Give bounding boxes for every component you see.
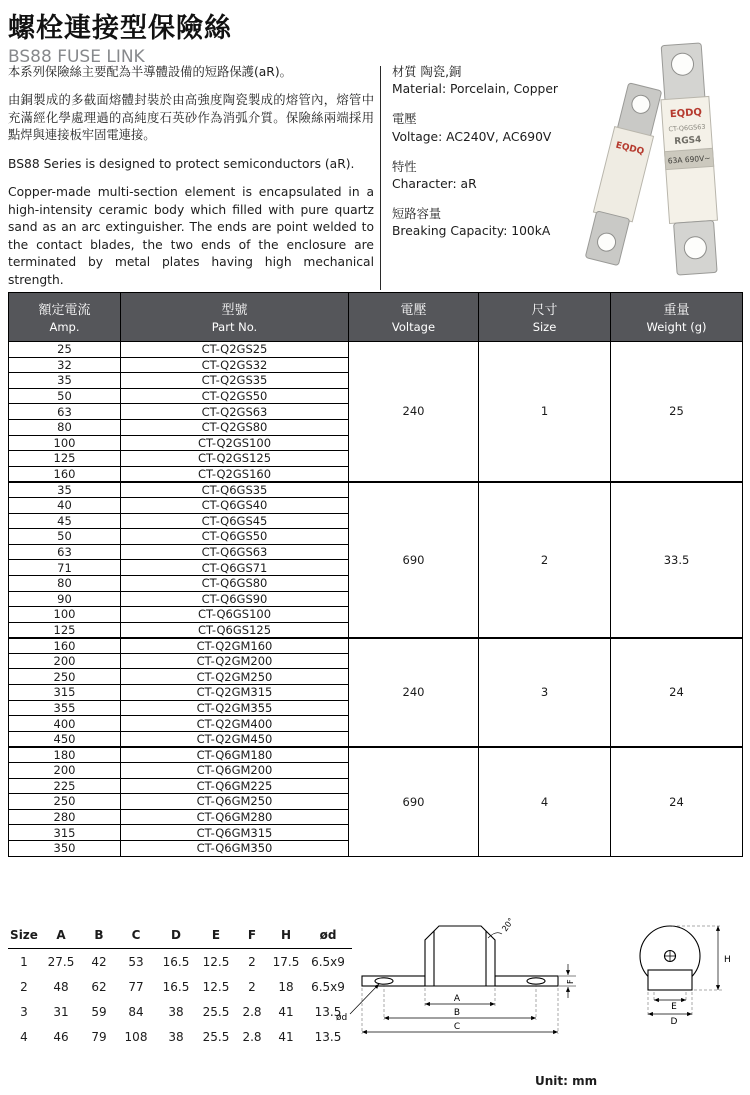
dim-header-cell: B	[82, 926, 116, 949]
header-part-no-en: Part No.	[211, 320, 258, 334]
dim-header-cell: A	[40, 926, 82, 949]
amp-cell: 350	[9, 841, 121, 857]
part-no-cell: CT-Q6GM225	[121, 778, 349, 794]
dim-cell: 1	[20, 954, 28, 969]
amp-cell: 200	[9, 653, 121, 669]
amp-cell: 50	[9, 529, 121, 545]
dim-cell: 38	[168, 1029, 184, 1044]
dim-cell: 42	[91, 954, 107, 969]
dim-header-cell: D	[156, 926, 196, 949]
part-no-cell: CT-Q6GM350	[121, 841, 349, 857]
description-section	[8, 64, 374, 300]
dimension-table-section	[8, 926, 352, 1049]
dim-cell: 27.5	[47, 954, 75, 969]
main-table-body	[9, 342, 743, 857]
amp-cell: 63	[9, 544, 121, 560]
part-no-cell: CT-Q6GS63	[121, 544, 349, 560]
amp-cell: 90	[9, 591, 121, 607]
voltage-cell: 690	[349, 482, 479, 638]
part-no-cell: CT-Q2GS125	[121, 451, 349, 467]
dimension-table	[8, 926, 352, 1049]
dim-header-cell: ød	[304, 926, 352, 949]
header-voltage	[349, 293, 479, 342]
part-no-cell: CT-Q6GM280	[121, 809, 349, 825]
part-no-cell: CT-Q2GM250	[121, 669, 349, 685]
intro-paragraph-en: BS88 Series is designed to protect semiconductors (aR).	[8, 156, 355, 171]
dim-cell: 46	[53, 1029, 69, 1044]
part-no-cell: CT-Q2GS50	[121, 388, 349, 404]
part-no-cell: CT-Q2GM315	[121, 685, 349, 701]
product-photo	[553, 32, 750, 290]
spec-capacity-en: Breaking Capacity: 100kA	[392, 224, 551, 239]
dim-cell: 3	[20, 1004, 28, 1019]
dim-cell: 59	[91, 1004, 107, 1019]
technical-drawing	[330, 916, 745, 1070]
voltage-cell: 240	[349, 342, 479, 482]
dim-header-cell: F	[236, 926, 268, 949]
amp-cell: 200	[9, 763, 121, 779]
dim-cell: 12.5	[202, 979, 230, 994]
amp-cell: 35	[9, 373, 121, 389]
dim-table-row	[8, 1024, 352, 1049]
part-no-cell: CT-Q2GS100	[121, 435, 349, 451]
dim-label-od: ød	[336, 1013, 348, 1023]
header-weight-en: Weight (g)	[646, 320, 707, 334]
weight-cell: 24	[611, 747, 743, 856]
table-row	[9, 482, 743, 498]
page-title: 螺栓連接型保險絲	[8, 13, 232, 44]
spec-voltage-zh: 電壓	[392, 112, 417, 127]
dim-cell: 77	[128, 979, 144, 994]
ratings-table-section	[8, 292, 743, 857]
amp-cell: 25	[9, 342, 121, 358]
unit-note: Unit: mm	[535, 1074, 598, 1088]
amp-cell: 315	[9, 825, 121, 841]
table-row	[9, 342, 743, 358]
amp-cell: 80	[9, 575, 121, 591]
part-no-cell: CT-Q6GS45	[121, 513, 349, 529]
amp-cell: 450	[9, 731, 121, 747]
dim-header-cell: E	[196, 926, 236, 949]
spec-capacity	[392, 206, 568, 240]
fuse-dimension-drawing	[330, 916, 745, 1066]
part-no-cell: CT-Q2GS160	[121, 466, 349, 482]
dim-cell: 53	[128, 954, 144, 969]
amp-cell: 40	[9, 497, 121, 513]
dim-cell: 16.5	[162, 979, 190, 994]
fuse-product-image	[553, 32, 750, 290]
part-no-cell: CT-Q2GS35	[121, 373, 349, 389]
amp-cell: 71	[9, 560, 121, 576]
amp-cell: 180	[9, 747, 121, 763]
dim-cell: 13.5	[314, 1004, 342, 1019]
dim-cell: 25.5	[202, 1029, 230, 1044]
part-no-cell: CT-Q2GM400	[121, 716, 349, 732]
dim-cell: 6.5x9	[311, 954, 345, 969]
amp-cell: 125	[9, 622, 121, 638]
spec-character-en: Character: aR	[392, 177, 477, 192]
dim-cell: 25.5	[202, 1004, 230, 1019]
small-fuse-logo-text: EQDQ	[614, 140, 646, 158]
dim-cell: 2	[248, 979, 256, 994]
spec-material	[392, 64, 568, 98]
part-no-cell: CT-Q6GM250	[121, 794, 349, 810]
amp-cell: 125	[9, 451, 121, 467]
weight-cell: 33.5	[611, 482, 743, 638]
amp-cell: 250	[9, 669, 121, 685]
dim-label-angle: 20°	[500, 916, 516, 934]
part-no-cell: CT-Q6GS80	[121, 575, 349, 591]
dim-label-d: D	[670, 1017, 678, 1027]
dim-cell: 13.5	[314, 1029, 342, 1044]
dim-cell: 48	[53, 979, 69, 994]
fuse-rating-text: 63A 690V~	[667, 153, 711, 166]
header-weight	[611, 293, 743, 342]
dim-cell: 2.8	[242, 1029, 262, 1044]
amp-cell: 35	[9, 482, 121, 498]
header-size-zh: 尺寸	[531, 303, 558, 318]
amp-cell: 100	[9, 607, 121, 623]
dim-cell: 2.8	[242, 1004, 262, 1019]
page-subtitle: BS88 FUSE LINK	[8, 47, 145, 67]
dim-table-row	[8, 999, 352, 1024]
spec-material-en: Material: Porcelain, Copper	[392, 82, 558, 97]
header-size	[479, 293, 611, 342]
weight-cell: 24	[611, 638, 743, 747]
part-no-cell: CT-Q6GS40	[121, 497, 349, 513]
dim-label-h: H	[724, 955, 731, 965]
dim-label-a: A	[453, 994, 461, 1004]
part-no-cell: CT-Q2GM355	[121, 700, 349, 716]
part-no-cell: CT-Q6GS35	[121, 482, 349, 498]
specs-section	[392, 64, 568, 254]
amp-cell: 50	[9, 388, 121, 404]
amp-cell: 400	[9, 716, 121, 732]
vertical-divider	[380, 66, 381, 290]
dim-cell: 62	[91, 979, 107, 994]
title-block	[8, 6, 232, 67]
ratings-table	[8, 292, 743, 857]
amp-cell: 355	[9, 700, 121, 716]
dim-header-cell: C	[116, 926, 156, 949]
part-no-cell: CT-Q6GS100	[121, 607, 349, 623]
dim-label-c: C	[453, 1022, 461, 1032]
part-no-cell: CT-Q6GM180	[121, 747, 349, 763]
dim-cell: 18	[278, 979, 294, 994]
dim-cell: 17.5	[272, 954, 300, 969]
part-no-cell: CT-Q6GM315	[121, 825, 349, 841]
part-no-cell: CT-Q2GS80	[121, 419, 349, 435]
dim-cell: 2	[248, 954, 256, 969]
part-no-cell: CT-Q6GS90	[121, 591, 349, 607]
part-no-cell: CT-Q2GS63	[121, 404, 349, 420]
amp-cell: 280	[9, 809, 121, 825]
part-no-cell: CT-Q2GM160	[121, 638, 349, 654]
amp-cell: 100	[9, 435, 121, 451]
header-voltage-en: Voltage	[391, 320, 436, 334]
spec-character-zh: 特性	[392, 159, 417, 174]
intro-paragraph-zh: 本系列保險絲主要配為半導體設備的短路保護(aR)。	[8, 65, 292, 79]
dim-cell: 12.5	[202, 954, 230, 969]
spec-capacity-zh: 短路容量	[392, 207, 442, 222]
spec-voltage	[392, 111, 568, 145]
amp-cell: 315	[9, 685, 121, 701]
header-voltage-zh: 電壓	[400, 303, 427, 318]
amp-cell: 32	[9, 357, 121, 373]
amp-cell: 80	[9, 419, 121, 435]
ratings-table-header-row	[9, 293, 743, 342]
spec-character	[392, 159, 568, 193]
dim-cell: 38	[168, 1004, 184, 1019]
header-part-no	[121, 293, 349, 342]
size-cell: 1	[479, 342, 611, 482]
spec-material-zh: 材質 陶瓷,銅	[392, 65, 462, 79]
size-cell: 3	[479, 638, 611, 747]
dim-cell: 31	[53, 1004, 69, 1019]
header-amp	[9, 293, 121, 342]
dim-cell: 79	[91, 1029, 107, 1044]
part-no-cell: CT-Q2GM200	[121, 653, 349, 669]
body-paragraph-zh: 由銅製成的多截面熔體封裝於由高強度陶瓷製成的熔管內，熔管中充滿經化學處理過的高純度石英砂作為消弧介質。保險絲兩端採用點焊與連接板牢固電連接。	[8, 93, 374, 143]
dim-table-row	[8, 974, 352, 999]
dim-cell: 4	[20, 1029, 28, 1044]
amp-cell: 250	[9, 794, 121, 810]
dim-table-row	[8, 949, 352, 975]
amp-cell: 225	[9, 778, 121, 794]
dim-label-b: B	[453, 1008, 461, 1018]
amp-cell: 160	[9, 638, 121, 654]
dim-cell: 6.5x9	[311, 979, 345, 994]
dim-cell: 41	[278, 1029, 294, 1044]
spec-voltage-en: Voltage: AC240V, AC690V	[392, 129, 552, 144]
part-no-cell: CT-Q6GS125	[121, 622, 349, 638]
dim-table-body	[8, 949, 352, 1050]
table-row	[9, 747, 743, 763]
part-no-cell: CT-Q6GM200	[121, 763, 349, 779]
large-fuse-logo-text: EQDQ	[669, 106, 703, 121]
table-row	[9, 638, 743, 654]
body-paragraph-en: Copper-made multi-section element is encapsulated in a high-intensity ceramic body which filled with pure quartz sand as an arc extinguisher. The ends are point welded to the contact blades, the two ends of the enclosure are terminated by metal plates having high mechanical strength.	[8, 185, 374, 287]
part-no-cell: CT-Q6GS71	[121, 560, 349, 576]
part-no-cell: CT-Q2GS32	[121, 357, 349, 373]
dim-label-f: F	[566, 979, 575, 984]
size-cell: 4	[479, 747, 611, 856]
header-part-no-zh: 型號	[221, 303, 248, 318]
part-no-cell: CT-Q2GS25	[121, 342, 349, 358]
dim-cell: 41	[278, 1004, 294, 1019]
dim-header-cell: H	[268, 926, 304, 949]
header-amp-zh: 額定電流	[38, 303, 91, 318]
dim-cell: 16.5	[162, 954, 190, 969]
header-amp-en: Amp.	[49, 320, 80, 334]
header-weight-zh: 重量	[663, 303, 690, 318]
dim-cell: 84	[128, 1004, 144, 1019]
part-no-cell: CT-Q2GM450	[121, 731, 349, 747]
dim-label-e: E	[671, 1002, 677, 1012]
dim-cell: 108	[124, 1029, 148, 1044]
voltage-cell: 240	[349, 638, 479, 747]
amp-cell: 45	[9, 513, 121, 529]
part-no-cell: CT-Q6GS50	[121, 529, 349, 545]
size-cell: 2	[479, 482, 611, 638]
dim-header-cell: Size	[8, 926, 40, 949]
dim-cell: 2	[20, 979, 28, 994]
fuse-series-text: RGS4	[674, 135, 702, 147]
voltage-cell: 690	[349, 747, 479, 856]
header-size-en: Size	[532, 320, 557, 334]
amp-cell: 63	[9, 404, 121, 420]
dimension-header-row	[8, 926, 352, 949]
amp-cell: 160	[9, 466, 121, 482]
weight-cell: 25	[611, 342, 743, 482]
fuse-model-text: CT-Q6GS63	[668, 122, 706, 134]
